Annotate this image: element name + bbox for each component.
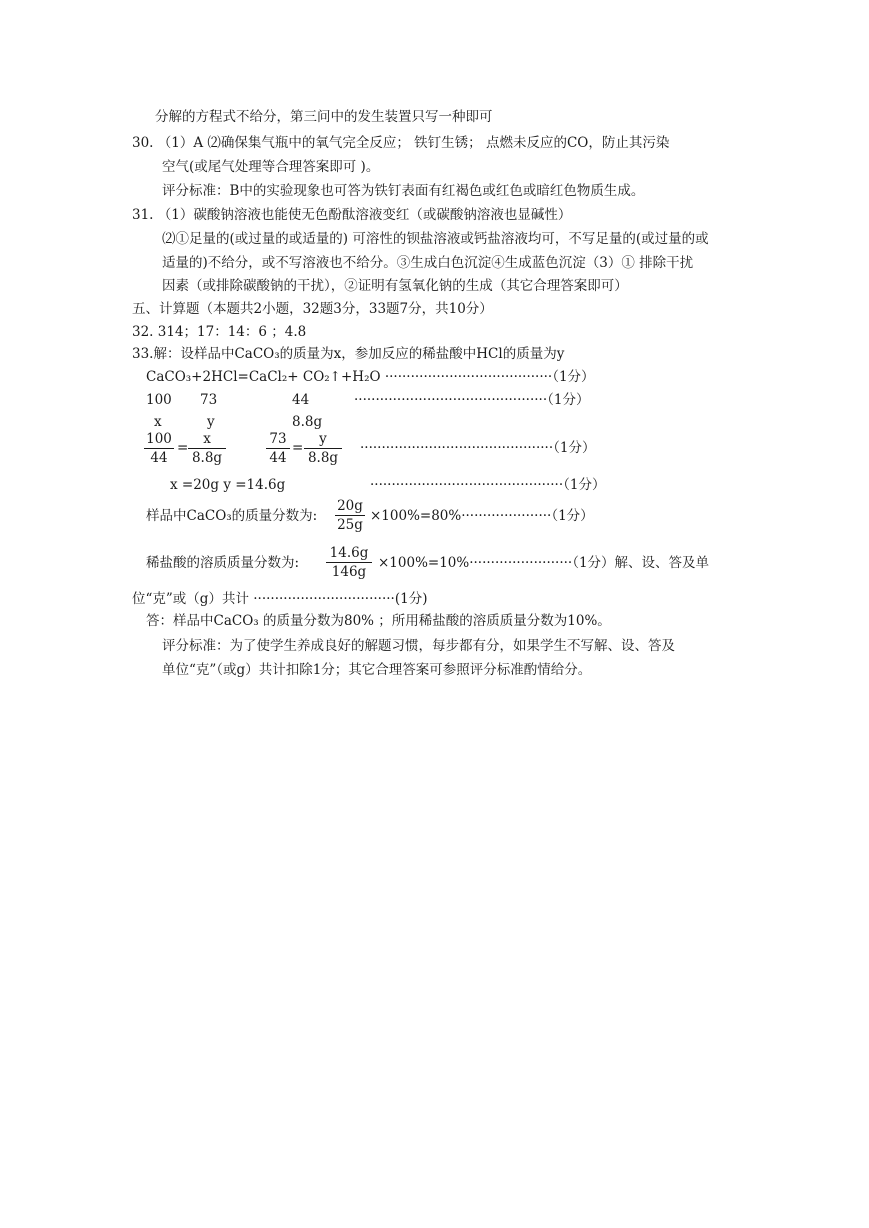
mass-44: 44	[292, 392, 310, 408]
answer-31: 31. （1）碳酸钠溶液也能使无色酚酞溶液变红（或碳酸钠溶液也显碱性）	[132, 207, 572, 223]
fraction-20g-25g: $\frac{20g}{25g}$	[335, 497, 365, 534]
mass-fraction-result: ×100%=80%·····················（1分）	[370, 508, 594, 524]
section-heading: 五、计算题（本题共2小题，32题3分，33题7分，共10分）	[132, 301, 493, 317]
mass-8-8g: 8.8g	[292, 414, 323, 430]
scoring-note: 评分标准：为了使学生养成良好的解题习惯，每步都有分，如果学生不写解、设、答及	[162, 638, 675, 654]
dots-score: ·············································（1分）	[360, 440, 596, 456]
var-x: x	[154, 414, 162, 430]
dots-score: ·············································（1分）	[354, 392, 590, 408]
chemical-equation: CaCO₃+2HCl=CaCl₂+ CO₂↑+H₂O ·······································（1分）	[146, 369, 595, 385]
answer-30: 30. （1）A ⑵确保集气瓶中的氧气完全反应； 铁钉生锈； 点燃未反应的CO，防止其污染	[132, 135, 670, 151]
text-line: 位“克”或（g）共计 ·································(1分)	[132, 591, 428, 607]
fraction-100-44: $\frac{100}{44}$	[144, 430, 174, 467]
mass-73: 73	[200, 392, 218, 408]
var-y: y	[207, 414, 215, 430]
final-answer: 答：样品中CaCO₃ 的质量分数为80% ；所用稀盐酸的溶质质量分数为10%。	[146, 613, 611, 629]
fraction-73-44: $\frac{73}{44}$	[266, 430, 290, 467]
fraction-y-8-8g: $\frac{y}{8.8g}$	[304, 430, 342, 467]
answer-32: 32. 314；17：14：6 ；4.8	[132, 324, 307, 340]
scoring-note: 单位“克”（或g）共计扣除1分；其它合理答案可参照评分标准酌情给分。	[162, 662, 592, 678]
hcl-fraction-result: ×100%=10%························（1分）解、设、答及单	[378, 555, 710, 571]
answer-33: 33.解：设样品中CaCO₃的质量为x，参加反应的稀盐酸中HCl的质量为y	[132, 346, 565, 362]
text-line: 分解的方程式不给分，第三问中的发生装置只写一种即可	[155, 109, 493, 125]
mass-100: 100	[146, 392, 172, 408]
dots-score: ·············································（1分）	[370, 477, 606, 493]
equals-sign: =	[177, 440, 189, 456]
text-line: 因素（或排除碳酸钠的干扰），②证明有氢氧化钠的生成（其它合理答案即可）	[162, 278, 628, 294]
fraction-x-8-8g: $\frac{x}{8.8g}$	[188, 430, 226, 467]
fraction-14-6g-146g: $\frac{14.6g}{146g}$	[326, 544, 372, 581]
text-line: 适量的)不给分，或不写溶液也不给分。③生成白色沉淀④生成蓝色沉淀（3）① 排除干扰	[162, 255, 694, 271]
mass-fraction-label: 样品中CaCO₃的质量分数为:	[146, 508, 318, 524]
solution-values: x =20g y =14.6g	[170, 477, 286, 493]
scoring-note: 评分标准：B中的实验现象也可答为铁钉表面有红褐色或红色或暗红色物质生成。	[162, 183, 645, 199]
equals-sign: =	[292, 440, 304, 456]
hcl-fraction-label: 稀盐酸的溶质质量分数为:	[146, 555, 300, 571]
text-line: ⑵①足量的(或过量的或适量的) 可溶性的钡盐溶液或钙盐溶液均可，不写足量的(或过量的或	[162, 231, 709, 247]
text-line: 空气(或尾气处理等合理答案即可 )。	[162, 159, 380, 175]
